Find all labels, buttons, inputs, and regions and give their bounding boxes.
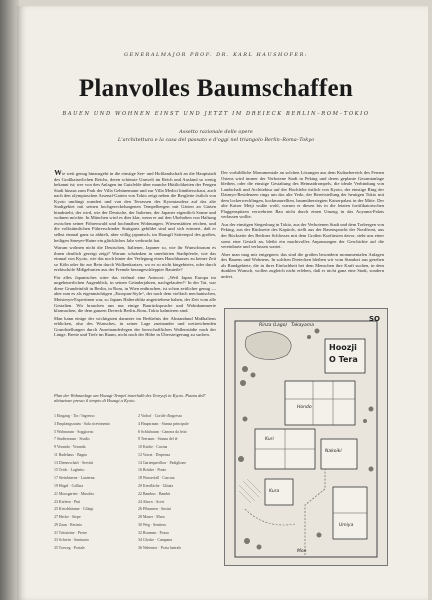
legend-item: 31 Trittsteine · Pietre bbox=[54, 530, 87, 535]
garden-path bbox=[245, 509, 295, 525]
right-column bbox=[221, 170, 384, 308]
left-column bbox=[54, 170, 216, 386]
temple-plan-map bbox=[224, 308, 388, 566]
legend-item: 34 Glocke · Campana bbox=[138, 538, 173, 543]
legend-item: 32 Brunnen · Pozzo bbox=[138, 530, 170, 535]
paragraph: Für alles Japanisches wäre das vielmal eine Antwort: „Weil Japan Europa im ungeheuerlichen Augenblick, in seinen Gründerjahren, nachgelaufen!“ In der Tat, war diese Grundeinfalt in Berlin, in Rom, in Wien entbrachen, ist schon zeitlicher genug — aber nun es als eigenmächtigen „Europan-Style“, der nach dem vielfach mechanischen, Meisteryn-Expertinen war, so Japans Halteroblitz angetriebene haben, der Zeit vom alle Gestalten. Wir brauchen uns nur einige Baurücksprache und Wohnkammerie klarmachen, die dem ganzen Dreieck Berlin–Rom–Tokio kalmieren sind. bbox=[54, 274, 216, 314]
legend-item: 5 Wohnraum · Soggiorno bbox=[54, 429, 94, 434]
legend-item: 26 Pflaumen · Susini bbox=[138, 507, 171, 512]
legend-item: 24 Ahorn · Aceri bbox=[138, 499, 165, 504]
map-label-so: SO bbox=[369, 315, 380, 323]
paragraph bbox=[54, 170, 216, 243]
legend-item: 14 Gartenpavillon · Padiglione bbox=[138, 460, 187, 465]
legend-item: 17 Steinlaterne · Lanterna bbox=[54, 476, 95, 481]
plan-caption: Plan der Wohnanlage am Hozugi-Tempel innerhalb des Tenryuji in Kyoto. Pianta dell' abitazione presso il tempio di Hozugi a Kyoto. bbox=[54, 393, 206, 403]
legend-item: 13 Dienerschaft · Servitù bbox=[54, 460, 94, 465]
map-label-rinza: Rinza (Lago) bbox=[259, 323, 288, 328]
plan-drawing bbox=[225, 309, 387, 565]
map-label-hozuki: Hoozji bbox=[329, 343, 357, 352]
legend-item: 36 Nebentor · Porta laterale bbox=[138, 546, 182, 551]
map-label-kuri: Kuri bbox=[265, 437, 274, 442]
legend-item: 16 Brücke · Ponte bbox=[138, 468, 167, 473]
author-line: GENERALMAJOR PROF. DR. KARL HAUSHOFER: bbox=[123, 52, 309, 58]
legend-item: 23 Kiefern · Pini bbox=[54, 499, 81, 504]
legend-item: 19 Hügel · Collina bbox=[54, 483, 84, 488]
legend-item: 27 Hecke · Siepe bbox=[54, 515, 81, 520]
map-label-mon: Mon bbox=[297, 549, 307, 554]
map-label-kura: Kura bbox=[269, 489, 280, 494]
legend-item: 35 Torweg · Portale bbox=[54, 546, 85, 551]
legend-item: 28 Mauer · Muro bbox=[138, 515, 165, 520]
map-label-otera: O Tera bbox=[329, 355, 358, 364]
legend-item: 25 Kirschbäume · Ciliegi bbox=[54, 507, 94, 512]
legend-item: 10 Küche · Cucina bbox=[138, 445, 168, 450]
italian-subtitle: L'architettura e la casa del passato e d'oggi nel triangolo Berlin–Roma–Tokyo bbox=[117, 137, 315, 143]
dropcap: W bbox=[54, 170, 62, 177]
legend-item: 7 Studierraum · Studio bbox=[54, 437, 90, 442]
legend-item: 21 Moosgarten · Muschio bbox=[54, 491, 95, 496]
legend-item: 22 Bambus · Bambù bbox=[138, 491, 171, 496]
legend-item: 9 Veranda · Veranda bbox=[54, 445, 86, 450]
map-label-takayama: Takayama bbox=[291, 323, 314, 328]
legend-item: 8 Teeraum · Stanza del tè bbox=[138, 437, 178, 442]
paragraph: Der vorbildliche Monumentale an solchen Lösungen aus dem Kulturbereich des Fernen Ostens wird immer der Verbotene Stadt in Peking und deren geplante Gesamtanlage bleiben, oder die einstige Gestaltung des Heimatdrompels, die ideale Verbindung von Landschaft und Architektur auf der Hochfelte östlich von Kyoto, der einstige Ring der Daimyo-Residenzen rings um das alte Yedo, der Bereitstellung der heutigen Tokio mit dem lockerwechlingen, kockmaurellien, baumübersiegten Kaiserpalast in der Mitte. Der alte Kaiser Meiji wußte wohl, warum er diesen bis in die letzten fortifikatorischen Flaggenspitzen verwehrten Bau nicht durch einen Umzug in das Aoyama-Palais verlassen wollte. bbox=[221, 170, 384, 220]
paragraph: Man kann einige der wichtigsten darunter im Bedürfnis der Abstandund Maßhaltens erblicken, also des Wunsches, in seiner Lage zueinander und weitreichenden Grundstellungen durch Auseinanderlegen der herrschaftlichen Wallenstädte nach der Länge. Breite und Tiefe im Raum, nicht nach der Höhe in Übersteigerung zu suchen. bbox=[54, 315, 216, 338]
legend-item: 12 Vorrat · Dispensa bbox=[138, 452, 170, 457]
article-subtitle: BAUEN UND WOHNEN EINST UND JETZT IM DREIECK BERLIN–ROM–TOKIO bbox=[62, 111, 370, 117]
map-label-hondo: Hondo bbox=[297, 405, 312, 410]
legend-item: 1 Eingang · Tor / Ingresso bbox=[54, 414, 95, 418]
article-title: Planvolles Baumschaffen bbox=[78, 75, 354, 102]
legend-item: 11 Badehaus · Bagno bbox=[54, 452, 88, 457]
italian-title: Assetto razionale delle opere bbox=[179, 129, 253, 135]
legend-item: 4 Hauptraum · Stanza principale bbox=[138, 421, 189, 426]
bamboo-grove bbox=[239, 479, 261, 503]
legend-item: 15 Teich · Laghetto bbox=[54, 468, 85, 473]
legend-item: 20 Kiesfläche · Ghiaia bbox=[138, 483, 174, 488]
tea-house bbox=[321, 439, 357, 469]
paragraph: Warum wohnen nicht die Deutschen, Italiener, Japaner so, wie ihr Wunschtraum es ihnen deutlich gezeigt zeigt? Warum schränken in unerhörten Stadtpferde, wie das einmal von Kyoto, wie das noch hinter der Verlegung eines Hauchhauses zu keiner Zeit so Köln oder für zur Rein durch Wolkenkratzer, wo es so nicht kingebietes, oder durch erzbischöfe Mißgeburten aus der Fremde herangeschleppter Bauteile? bbox=[54, 245, 216, 273]
pond bbox=[245, 331, 291, 359]
map-label-nakoiki: Nakoiki bbox=[325, 449, 342, 454]
paragraph-text: ie weit genug hinausgeht in die einstige See- und Hoftlandschaft an die Hauptstadt des Großkaiserlichen Reichs, deren schönste Umwelt im Reich und Ausland so wenig bekannt ist; wer von den Anlagen im Gutsfelde über manche Hüttlichkeiten der Fengen Stadt hinaus zum Park der Villa Gebünemann und zur Villa Medici hinüberschaut, auch nach den olympiaschen Arsenal-Garten von Tokio zeigt neben die Bergleite östlich von Kyoto umfängt wandert und von den Terrassen des Kyomizudera auf das alte Stadtgebiet mit seinen hochgereckelungenen Tempelbergen mit Gärten an Gärten hinabsieht, der wird, wie der Deutsche, der Italiener, der Japaner eigentlich Sonne und wohnen möchte. In München wird es dies klar, wenn er auf den Ubehalten von Haftung zwischen seiner Föhrenwald und hochmähen Wohnungen. Wiesenstätten reichen, und die volkstümlichen Führerschinder Stuttgarts gebildet sind und sich erinnert, daß er selbst einmal ganz so abhielt, aber völlig japanisch, im Hausgil Sotterepol des großen, heiligen Smeyer-Haine ein glückliches Jahr verbracht hat. bbox=[54, 171, 216, 243]
legend-item: 3 Empfangsraum · Sala ricevimento bbox=[54, 421, 111, 426]
legend-item: 18 Wasserfall · Cascata bbox=[138, 476, 175, 481]
legend-item: 30 Weg · Sentiero bbox=[138, 522, 167, 527]
map-label-umiya: Umiya bbox=[339, 523, 354, 528]
garden-path bbox=[305, 469, 325, 555]
legend-item: 33 Schrein · Santuario bbox=[54, 538, 89, 543]
paragraph: Aus der einstigen Siegesburg in Tokio, aus der Verbotenen Stadt und dem Torbergen von Peking, aus der Rückseite des Kapitols, stellt aus der Rasenspracht der Nordfront, aus der Rückseite des Berliner Schlosses mit dem Großen Kurfürsten davor, sieht uns einer sonst eine Gestalt an, bleibt ein machtvolles Anpassungen der Geschichte auf die vereinbarte und verlassen wartet. bbox=[221, 221, 384, 250]
legend-item: 6 Schlafraum · Camera da letto bbox=[138, 429, 187, 434]
paragraph: Aber man mag mir entgegnen: das sind die großen besondern monumentalen Anlagen des Bauens und Wohnens. In solchen Dreiecken bleiben wir vom Standort aus gesehen als Randgebiete, die in ihrer Einfachheit bei dem Menschen ihre Kraft suchen, in dem dunklen Wunsch, wollen zugleich nicht erleben, daß er nicht ganz eine Stadt, sondern unfrei. bbox=[221, 251, 384, 279]
legend-item: 2 Vorhof · Cortile d'ingresso bbox=[138, 414, 183, 418]
plan-legend bbox=[54, 414, 216, 554]
legend-item: 29 Zaun · Recinto bbox=[54, 522, 83, 527]
residence-block bbox=[285, 381, 355, 425]
